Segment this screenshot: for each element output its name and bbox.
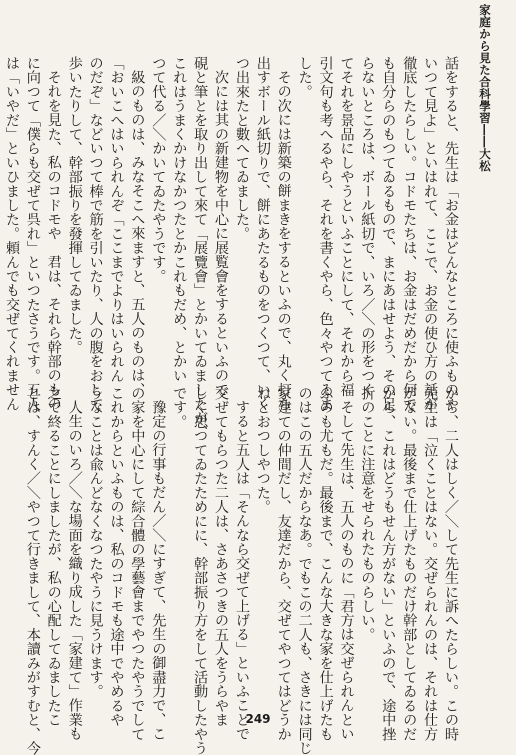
- text-column: 話をすると、先生は「お金はどんなところに使ふものや: [443, 56, 459, 411]
- text-column: 家建ての仲間だし、友達だから、交ぜてやつてはどうか: [275, 386, 292, 741]
- text-column: のはこの五人だからなあ。でもこの二人も、さきには同じ: [296, 386, 313, 755]
- text-column: 次には其の新建物を中心に展覧會をするといふので: [213, 70, 230, 397]
- text-column: とは、すんく／＼やつて行きまして、本讀みがすむと、今: [24, 386, 41, 755]
- text-column: それを見た、私のコドモや 君は、それら幹部のもの: [45, 70, 62, 411]
- text-column: 之で終ることにしましたが、私の心配してゐましたこ: [45, 386, 62, 727]
- text-column: しく思つてゐたためにに、幹部振り方をして活動したやう: [192, 386, 209, 755]
- text-column: 豫定の行事もだん／＼にすぎて、先生の御盡力で、こ: [150, 400, 167, 741]
- text-column: うなことは兪んどなくなつたやうに見うけます。: [87, 386, 104, 699]
- text-column: 先生は「泣くことはない。交ぜられんのは、それは仕方: [422, 386, 439, 741]
- text-column: に向つて「僕らも交ぜて呉れ」といつたさうです。五人: [24, 56, 41, 411]
- text-column: いつて見よ」といはれて、ここで、お金の使ひ方の話が: [422, 56, 439, 411]
- text-column: ねとおつしやつた。: [254, 386, 271, 514]
- text-column: 硯と筆とを取り出して來て「展覽會」とかいてゐましたが、: [192, 56, 209, 440]
- text-column: てそれを景品にしやうといふことにして、それから福: [338, 56, 355, 397]
- text-column: その次には新築の餅まきをするといふので、丸く打ち: [275, 70, 292, 411]
- text-column: 出すボール紙切りで、餅にあたるものをつくつて、いく: [254, 56, 271, 411]
- upper-text-block: [3, 56, 461, 440]
- text-column: 交ぜてもらつた二人は、さあさつきの五人をうらやま: [213, 386, 230, 727]
- text-column: です。: [171, 386, 188, 429]
- text-column: つ出來たと數へてゐました。: [233, 56, 250, 241]
- text-column: 折のことに注意をせられたものらしい。: [359, 386, 376, 642]
- text-column: 級のものは、みなそこへ來ますと、五人のものは、: [129, 70, 146, 397]
- text-column: 引文句も考へるやら、それを書くやら、色々やつてゐま: [317, 56, 334, 411]
- page-number: 249: [245, 712, 271, 726]
- text-column: ふのも尤もだ。最後まで、こんな大きな家を仕上げたも: [317, 386, 334, 741]
- text-column: これからといふものは、私のコドモも途中でやめるや: [108, 386, 125, 727]
- text-column: 徹底したらしい。コドモたちは、お金はだめだから何で: [401, 56, 418, 411]
- text-column: らないところは、ボール紙切で、いろ／＼の形をつく: [359, 56, 376, 397]
- text-column: から、二人はしく／＼して先生に訴へたらしい。この時: [443, 386, 459, 741]
- text-column: のだぞ」などいつて棒で筋を引いたり、人の腹をおして: [87, 56, 104, 411]
- text-column: そして先生は、五人のものに「君方は交ぜられんとい: [338, 400, 355, 741]
- text-column: も自分らのもつてゐるもので、まにあはせよう、その足: [380, 56, 397, 411]
- text-column: の家を中心にして綜合體の學藝會までやつたやうでして: [129, 386, 146, 741]
- text-column: は「いやだ」といひました。頼んでも交ぜてくれません: [3, 56, 20, 411]
- text-column: 「おいこへはいられんぞ「ここまでよりはいられん: [108, 56, 125, 383]
- text-column: 人生のいろ／＼な場面を織り成した「家建て」作業も: [66, 400, 83, 741]
- text-column: つて代る／＼かいてゐたやうです。: [150, 56, 167, 284]
- text-column: から、これはどうもせん方がない」といふので、途中挫: [380, 386, 397, 741]
- text-column: がない。最後まで仕上げたものだけ幹部としてゐるのだ: [401, 386, 418, 741]
- text-column: した。: [296, 56, 313, 99]
- text-column: すると五人は「そんなら交ぜて上げる」といふことで: [233, 400, 250, 741]
- text-column: 歩いたりして、幹部振りを發揮してゐました。: [66, 56, 83, 355]
- running-header: 家庭から見た合科學習――大松: [478, 4, 492, 172]
- text-column: これはうまくかけなかつたとかこれもだめ、とかい: [171, 56, 188, 383]
